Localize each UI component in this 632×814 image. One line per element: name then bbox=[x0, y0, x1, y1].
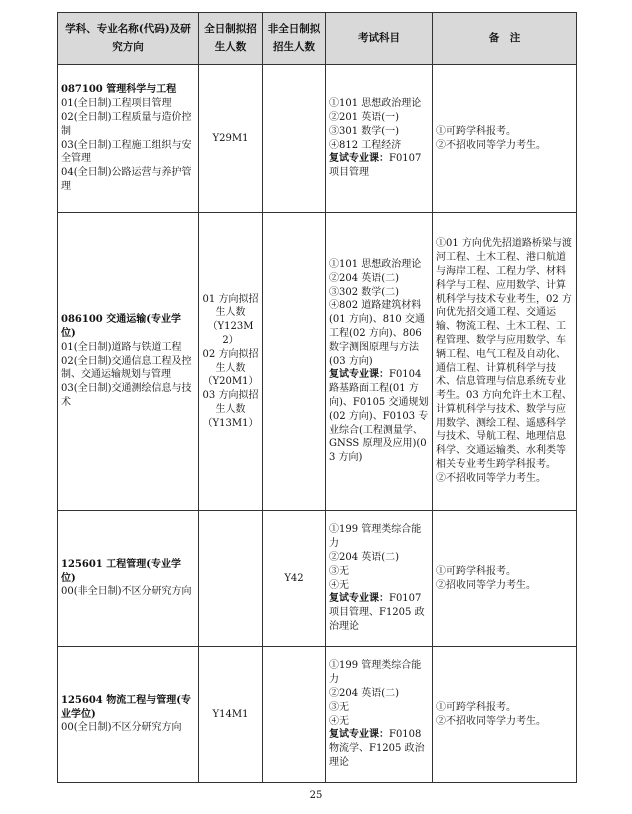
major-title: 086100 交通运输(专业学位) bbox=[61, 314, 181, 339]
exam-subject: ①199 管理类综合能力 bbox=[329, 524, 422, 550]
direction: 02(全日制)工程质量与造价控制 bbox=[61, 111, 192, 137]
fulltime-cell bbox=[199, 511, 263, 647]
exam-subject: ④812 工程经济 bbox=[329, 139, 402, 151]
header-notes: 备 注 bbox=[433, 13, 577, 65]
note: ②不招收同等学力考生。 bbox=[436, 139, 546, 151]
fulltime-cell bbox=[199, 647, 263, 783]
direction: 03(全日制)工程施工组织与安全管理 bbox=[61, 139, 192, 165]
fulltime-quota: Y14M1 bbox=[212, 708, 249, 720]
note: ①01 方向优先招道路桥梁与渡河工程、土木工程、港口航道与海岸工程、工程力学、材料科学与工程、应用数学、计算机科学与技术专业考生，02 方向优先招交通工程、交通运输、物流工程、土木工程、工程管理、数学与应用数学、车辆工程、电气工程及自动化、通信工程、计算机科学与技术、信息管理与信息系统专业考生。03 方向允许土木工程、计算机科学与技术、数学与应用数学、测绘工程、遥感科学与技术、导航工程、地理信息科学、交通运输类、水利类等相关专业考生跨学科报考。 bbox=[436, 238, 572, 471]
exam-subject: ④802 道路建筑材料(01 方向)、810 交通工程(02 方向)、806 数字测图原理与方法(03 方向) bbox=[329, 300, 425, 367]
exam-subject: ①101 思想政治理论 bbox=[329, 98, 422, 110]
direction: 04(全日制)公路运营与养护管理 bbox=[61, 167, 192, 192]
exam-subject: ④无 bbox=[329, 579, 349, 591]
note: ①可跨学科报考。 bbox=[436, 125, 516, 137]
exam-subject: ③无 bbox=[329, 701, 349, 713]
exam-subject: ③301 数学(一) bbox=[329, 125, 400, 137]
header-fulltime: 全日制拟招生人数 bbox=[199, 13, 263, 65]
retest-label: 复试专业课： bbox=[329, 369, 389, 381]
major-title: 087100 管理科学与工程 bbox=[61, 84, 177, 96]
fulltime-quota: 03 方向拟招生人数 bbox=[202, 390, 259, 415]
major-cell bbox=[58, 213, 199, 511]
retest-subjects: F0108 物流学、F1205 政治理论 bbox=[329, 729, 425, 768]
major-cell bbox=[58, 65, 199, 213]
parttime-cell bbox=[263, 65, 326, 213]
fulltime-cell bbox=[199, 65, 263, 213]
table-header-row bbox=[58, 13, 577, 65]
retest-subjects: F0107 项目管理 bbox=[329, 153, 422, 179]
exam-cell bbox=[326, 65, 433, 213]
exam-subject: ④无 bbox=[329, 715, 349, 727]
header-parttime: 非全日制拟招生人数 bbox=[263, 13, 326, 65]
parttime-cell: Y42 bbox=[263, 511, 326, 647]
retest-label: 复试专业课： bbox=[329, 593, 389, 605]
note: ②招收同等学力考生。 bbox=[436, 579, 536, 591]
notes-cell bbox=[433, 511, 577, 647]
admissions-table bbox=[57, 12, 577, 783]
fulltime-quota: （Y13M1） bbox=[202, 417, 259, 429]
exam-subject: ②204 英语(二) bbox=[329, 551, 400, 563]
header-exam: 考试科目 bbox=[326, 13, 433, 65]
retest-label: 复试专业课： bbox=[329, 729, 389, 741]
fulltime-quota: Y29M1 bbox=[212, 132, 249, 144]
major-cell bbox=[58, 511, 199, 647]
major-title: 125601 工程管理(专业学位) bbox=[61, 558, 181, 584]
table-row bbox=[58, 213, 577, 511]
exam-cell bbox=[326, 511, 433, 647]
note: ②不招收同等学力考生。 bbox=[436, 472, 546, 484]
table-row bbox=[58, 65, 577, 213]
fulltime-quota: 01 方向拟招生人数 bbox=[202, 293, 259, 319]
direction: 02(全日制)交通信息工程及控制、交通运输规划与管理 bbox=[61, 355, 192, 381]
exam-subject: ②204 英语(二) bbox=[329, 272, 400, 284]
exam-subject: ②201 英语(一) bbox=[329, 111, 400, 123]
notes-cell bbox=[433, 213, 577, 511]
table-row bbox=[58, 511, 577, 647]
retest-subjects: F0104 路基路面工程(01 方向)、F0105 交通规划(02 方向)、F0103 专业综合(工程测量学、GNSS 原理及应用)(03 方向) bbox=[329, 369, 429, 464]
major-cell bbox=[58, 647, 199, 783]
table-row bbox=[58, 647, 577, 783]
exam-subject: ③无 bbox=[329, 565, 349, 577]
exam-subject: ①199 管理类综合能力 bbox=[329, 660, 422, 686]
notes-cell bbox=[433, 647, 577, 783]
note: ②不招收同等学力考生。 bbox=[436, 715, 546, 727]
direction: 01(全日制)工程项目管理 bbox=[61, 98, 172, 110]
exam-subject: ③302 数学(二) bbox=[329, 286, 400, 298]
exam-subject: ①101 思想政治理论 bbox=[329, 259, 422, 271]
direction: 00(非全日制)不区分研究方向 bbox=[61, 586, 192, 598]
exam-cell bbox=[326, 647, 433, 783]
note: ①可跨学科报考。 bbox=[436, 565, 516, 577]
exam-cell bbox=[326, 213, 433, 511]
parttime-cell bbox=[263, 647, 326, 783]
page-number: 25 bbox=[309, 790, 323, 801]
header-major: 学科、专业名称(代码)及研究方向 bbox=[58, 13, 199, 65]
fulltime-quota: 02 方向拟招生人数 bbox=[202, 348, 259, 374]
fulltime-quota: （Y123M2） bbox=[207, 321, 254, 346]
note: ①可跨学科报考。 bbox=[436, 701, 516, 713]
notes-cell bbox=[433, 65, 577, 213]
major-title: 125604 物流工程与管理(专业学位) bbox=[61, 694, 191, 720]
fulltime-quota: （Y20M1） bbox=[202, 376, 259, 388]
direction: 00(全日制)不区分研究方向 bbox=[61, 722, 182, 734]
parttime-cell bbox=[263, 213, 326, 511]
direction: 03(全日制)交通测绘信息与技术 bbox=[61, 383, 192, 408]
exam-subject: ②204 英语(二) bbox=[329, 687, 400, 699]
retest-label: 复试专业课： bbox=[329, 153, 389, 165]
direction: 01(全日制)道路与铁道工程 bbox=[61, 341, 182, 353]
fulltime-cell bbox=[199, 213, 263, 511]
retest-subjects: F0107 项目管理、F1205 政治理论 bbox=[329, 593, 425, 632]
